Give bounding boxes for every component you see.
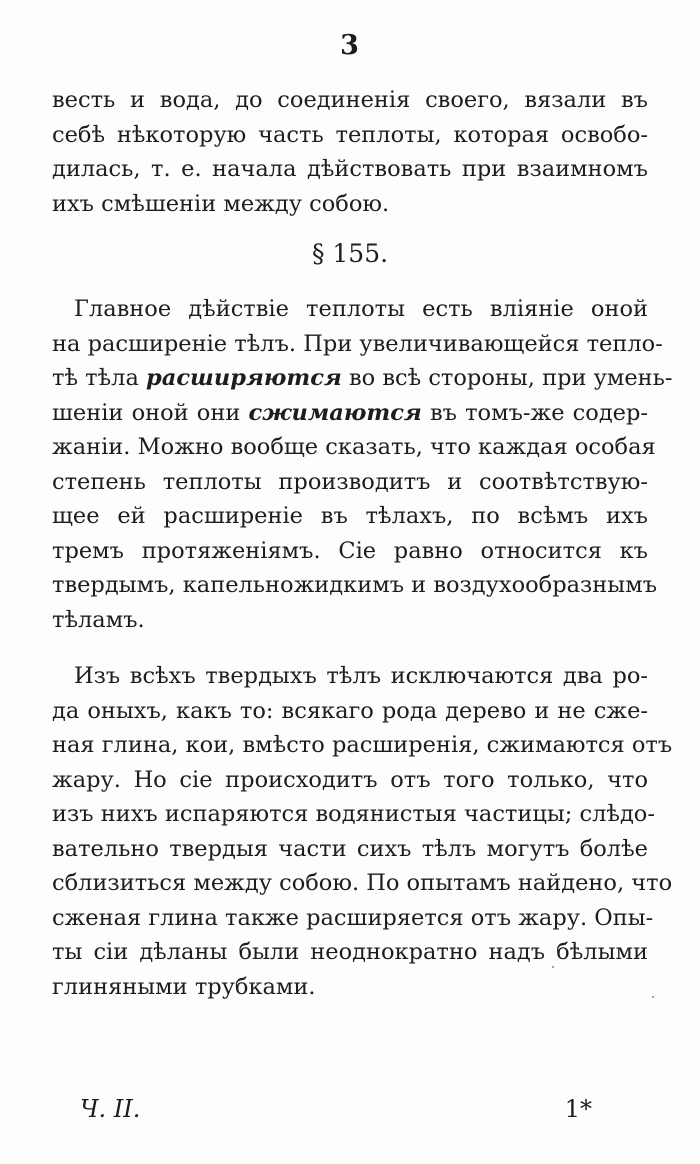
text-line: Изъ всѣхъ твердыхъ тѣлъ исключаются два ро- — [74, 663, 648, 689]
text-line: сблизиться между собою. По опытамъ найдено, что — [52, 870, 673, 896]
emphasis-expand: расширяются — [146, 365, 342, 391]
section-heading: § 155. — [311, 239, 389, 268]
text-line: вательно твердыя части сихъ тѣлъ могутъ болѣе — [52, 835, 648, 862]
paper-speck — [552, 966, 554, 968]
text-line: весть и вода, до соединенія своего, вязали въ — [52, 87, 648, 113]
text-line: на расширеніе тѣлъ. При увеличивающейся тепло- — [52, 330, 663, 357]
text-line: да оныхъ, какъ то: всякаго рода дерево и не сже- — [52, 697, 648, 724]
text-fragment: въ томъ-же содер- — [421, 399, 648, 426]
text-line: степень теплоты производитъ и соотвѣтствую- — [52, 468, 648, 495]
page-number: 3 — [340, 30, 360, 61]
text-line: сженая глина также расширяется отъ жару. Опы- — [52, 904, 654, 931]
text-line: ихъ смѣшеніи между собою. — [52, 190, 390, 217]
text-line: себѣ нѣкоторую часть теплоты, которая освобо- — [52, 121, 648, 148]
continuation-paragraph — [52, 83, 648, 221]
text-line — [52, 361, 673, 396]
text-line: твердымъ, капельножидкимъ и воздухообразнымъ — [52, 572, 658, 598]
signature-mark: Ч. II. — [80, 1095, 141, 1123]
text-fragment: шеніи оной они — [52, 399, 249, 426]
text-line: ная глина, кои, вмѣсто расширенія, сжимаются отъ — [52, 732, 673, 758]
text-line: Главное дѣйствіе теплоты есть вліяніе оной — [74, 296, 648, 322]
emphasis-contract: сжимаются — [248, 399, 422, 426]
text-line: глиняными трубками. — [52, 973, 316, 1000]
text-line: жару. Но сіе происходитъ отъ того только, что — [52, 766, 648, 793]
text-fragment: тѣ тѣла — [52, 365, 147, 391]
paragraph-exceptions — [52, 659, 673, 1004]
book-page — [52, 30, 673, 1004]
paragraph-heat-expansion — [52, 292, 673, 637]
sheet-number: 1* — [564, 1095, 592, 1123]
text-line — [52, 396, 648, 431]
paper-speck — [652, 996, 654, 998]
text-line: тремъ протяженіямъ. Сіе равно относится къ — [52, 537, 648, 564]
text-line: жаніи. Можно вообще сказать, что каждая особая — [52, 434, 656, 460]
text-line: изъ нихъ испаряются водянистыя частицы; слѣдо- — [52, 801, 655, 827]
text-line: тѣламъ. — [52, 606, 145, 633]
text-line: дилась, т. е. начала дѣйствовать при взаимномъ — [52, 156, 648, 182]
text-line: щее ей расширеніе въ тѣлахъ, по всѣмъ ихъ — [52, 503, 648, 529]
text-fragment: во всѣ стороны, при умень- — [341, 365, 673, 391]
text-line: ты сіи дѣланы были неоднократно надъ бѣлыми — [52, 939, 648, 965]
